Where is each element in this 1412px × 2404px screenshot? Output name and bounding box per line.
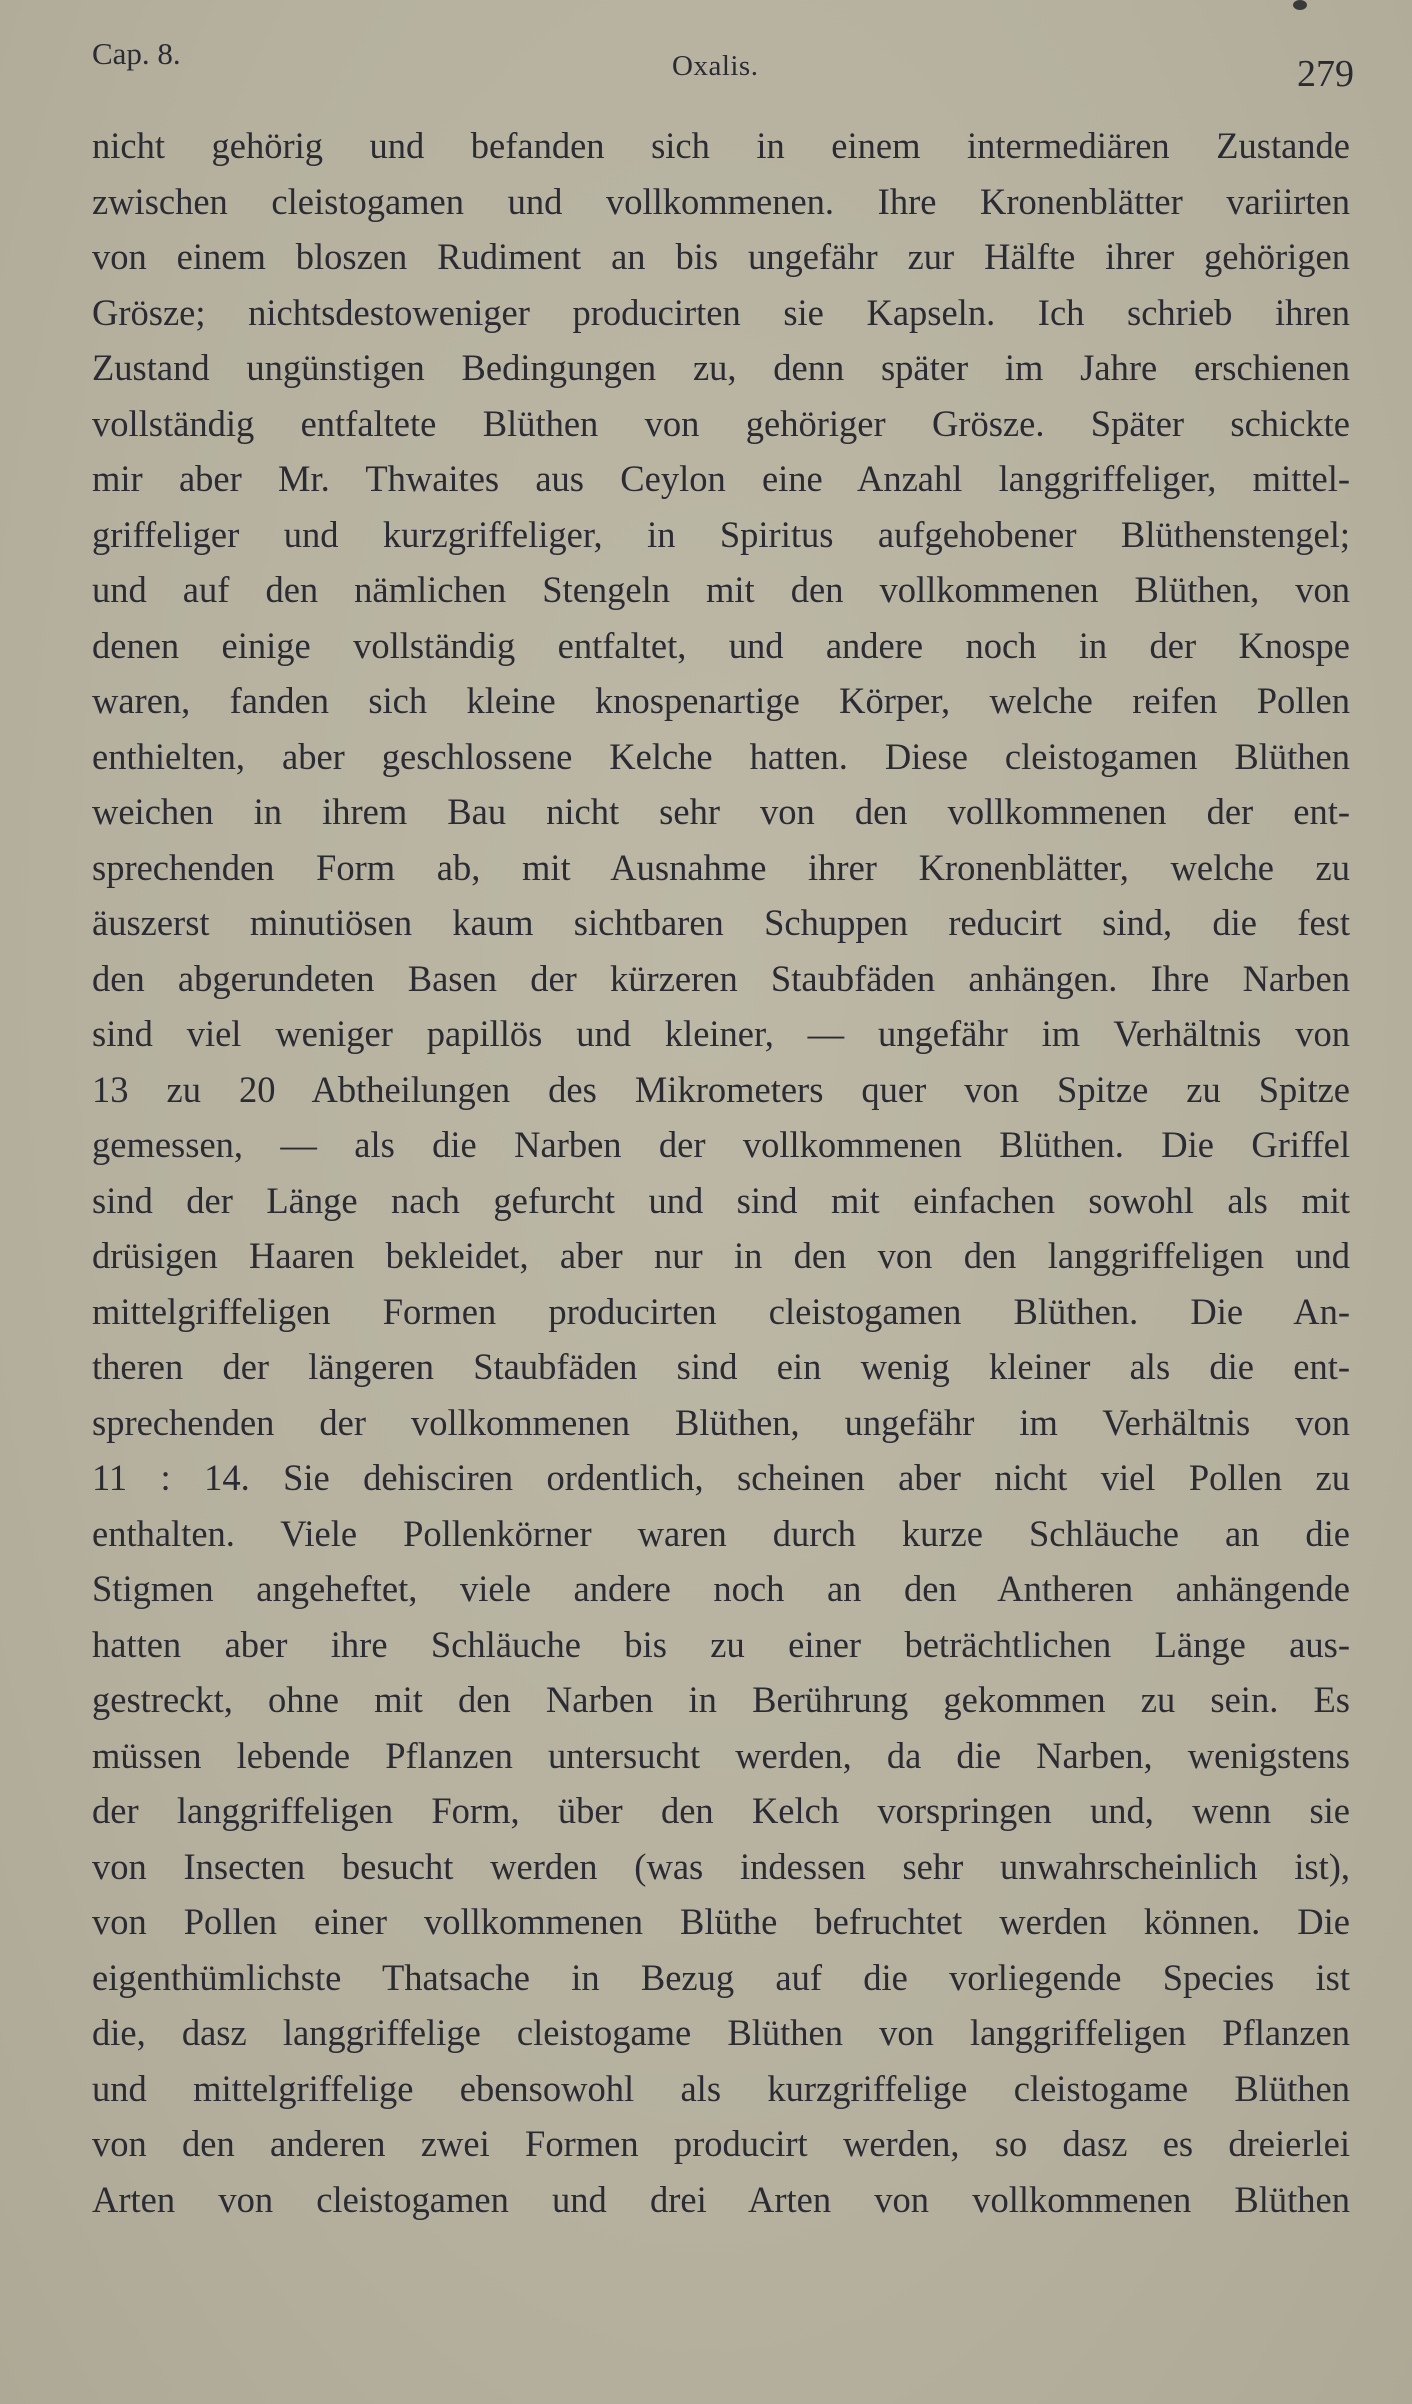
text-line: von Pollen einer vollkommenen Blüthe befruchtet werden können. Die xyxy=(92,1901,1350,1942)
text-line: Zustand ungünstigen Bedingungen zu, denn später im Jahre erschienen xyxy=(92,347,1350,388)
text-line: Stigmen angeheftet, viele andere noch an den Antheren anhängende xyxy=(92,1568,1350,1609)
text-line: 13 zu 20 Abtheilungen des Mikrometers quer von Spitze zu Spitze xyxy=(92,1068,1350,1110)
text-line: weichen in ihrem Bau nicht sehr von den vollkommenen der ent- xyxy=(92,791,1350,832)
text-line: hatten aber ihre Schläuche bis zu einer beträchtlichen Länge aus- xyxy=(92,1623,1350,1665)
text-line: sprechenden Form ab, mit Ausnahme ihrer Kronenblätter, welche zu xyxy=(92,846,1350,888)
text-line: den abgerundeten Basen der kürzeren Staubfäden anhängen. Ihre Narben xyxy=(92,957,1350,999)
text-line: die, dasz langgriffelige cleistogame Blüthen von langgriffeligen Pflanzen xyxy=(92,2012,1350,2053)
text-line: der langgriffeligen Form, über den Kelch vorspringen und, wenn sie xyxy=(92,1790,1350,1831)
text-line: enthalten. Viele Pollenkörner waren durch kurze Schläuche an die xyxy=(92,1512,1350,1554)
page-number: 279 xyxy=(1297,53,1354,95)
text-line: mir aber Mr. Thwaites aus Ceylon eine Anzahl langgriffeliger, mittel- xyxy=(92,458,1350,499)
text-line: waren, fanden sich kleine knospenartige Körper, welche reifen Pollen xyxy=(92,680,1350,721)
text-line: mittelgriffeligen Formen producirten cleistogamen Blüthen. Die An- xyxy=(92,1290,1350,1332)
text-line: und mittelgriffelige ebensowohl als kurzgriffelige cleistogame Blüthen xyxy=(92,2067,1350,2109)
text-line: theren der längeren Staubfäden sind ein wenig kleiner als die ent- xyxy=(92,1346,1350,1387)
text-line: und auf den nämlichen Stengeln mit den vollkommenen Blüthen, von xyxy=(92,569,1350,610)
running-title: Oxalis. xyxy=(672,50,759,82)
text-line: sprechenden der vollkommenen Blüthen, ungefähr im Verhältnis von xyxy=(92,1401,1350,1443)
running-header xyxy=(92,30,1354,100)
text-line: denen einige vollständig entfaltet, und andere noch in der Knospe xyxy=(92,624,1350,666)
ink-speck xyxy=(1293,0,1307,10)
text-line: gestreckt, ohne mit den Narben in Berührung gekommen zu sein. Es xyxy=(92,1679,1350,1720)
text-line: von einem bloszen Rudiment an bis ungefähr zur Hälfte ihrer gehörigen xyxy=(92,236,1350,277)
text-line: äuszerst minutiösen kaum sichtbaren Schuppen reducirt sind, die fest xyxy=(92,902,1350,943)
text-line: müssen lebende Pflanzen untersucht werden, da die Narben, wenigstens xyxy=(92,1734,1350,1776)
text-line: vollständig entfaltete Blüthen von gehöriger Grösze. Später schickte xyxy=(92,402,1350,444)
text-line: sind viel weniger papillös und kleiner, — ungefähr im Verhältnis von xyxy=(92,1013,1350,1054)
body-text xyxy=(92,118,1350,2227)
chapter-label: Cap. 8. xyxy=(92,36,181,71)
text-line: von Insecten besucht werden (was indessen sehr unwahrscheinlich ist), xyxy=(92,1845,1350,1887)
text-line: eigenthümlichste Thatsache in Bezug auf die vorliegende Species ist xyxy=(92,1956,1350,1998)
text-line: drüsigen Haaren bekleidet, aber nur in den von den langgriffeligen und xyxy=(92,1235,1350,1276)
text-line: griffeliger und kurzgriffeliger, in Spiritus aufgehobener Blüthenstengel; xyxy=(92,513,1350,555)
text-line: nicht gehörig und befanden sich in einem intermediären Zustande xyxy=(92,125,1350,166)
text-line: Arten von cleistogamen und drei Arten von vollkommenen Blüthen xyxy=(92,2178,1350,2220)
text-line: zwischen cleistogamen und vollkommenen. Ihre Kronenblätter variirten xyxy=(92,180,1350,222)
text-line: gemessen, — als die Narben der vollkommenen Blüthen. Die Griffel xyxy=(92,1124,1350,1165)
text-line: Grösze; nichtsdestoweniger producirten sie Kapseln. Ich schrieb ihren xyxy=(92,291,1350,333)
text-line: 11 : 14. Sie dehisciren ordentlich, scheinen aber nicht viel Pollen zu xyxy=(92,1457,1350,1498)
text-line: enthielten, aber geschlossene Kelche hatten. Diese cleistogamen Blüthen xyxy=(92,735,1350,777)
text-line: von den anderen zwei Formen producirt werden, so dasz es dreierlei xyxy=(92,2123,1350,2164)
text-line: sind der Länge nach gefurcht und sind mit einfachen sowohl als mit xyxy=(92,1179,1350,1221)
